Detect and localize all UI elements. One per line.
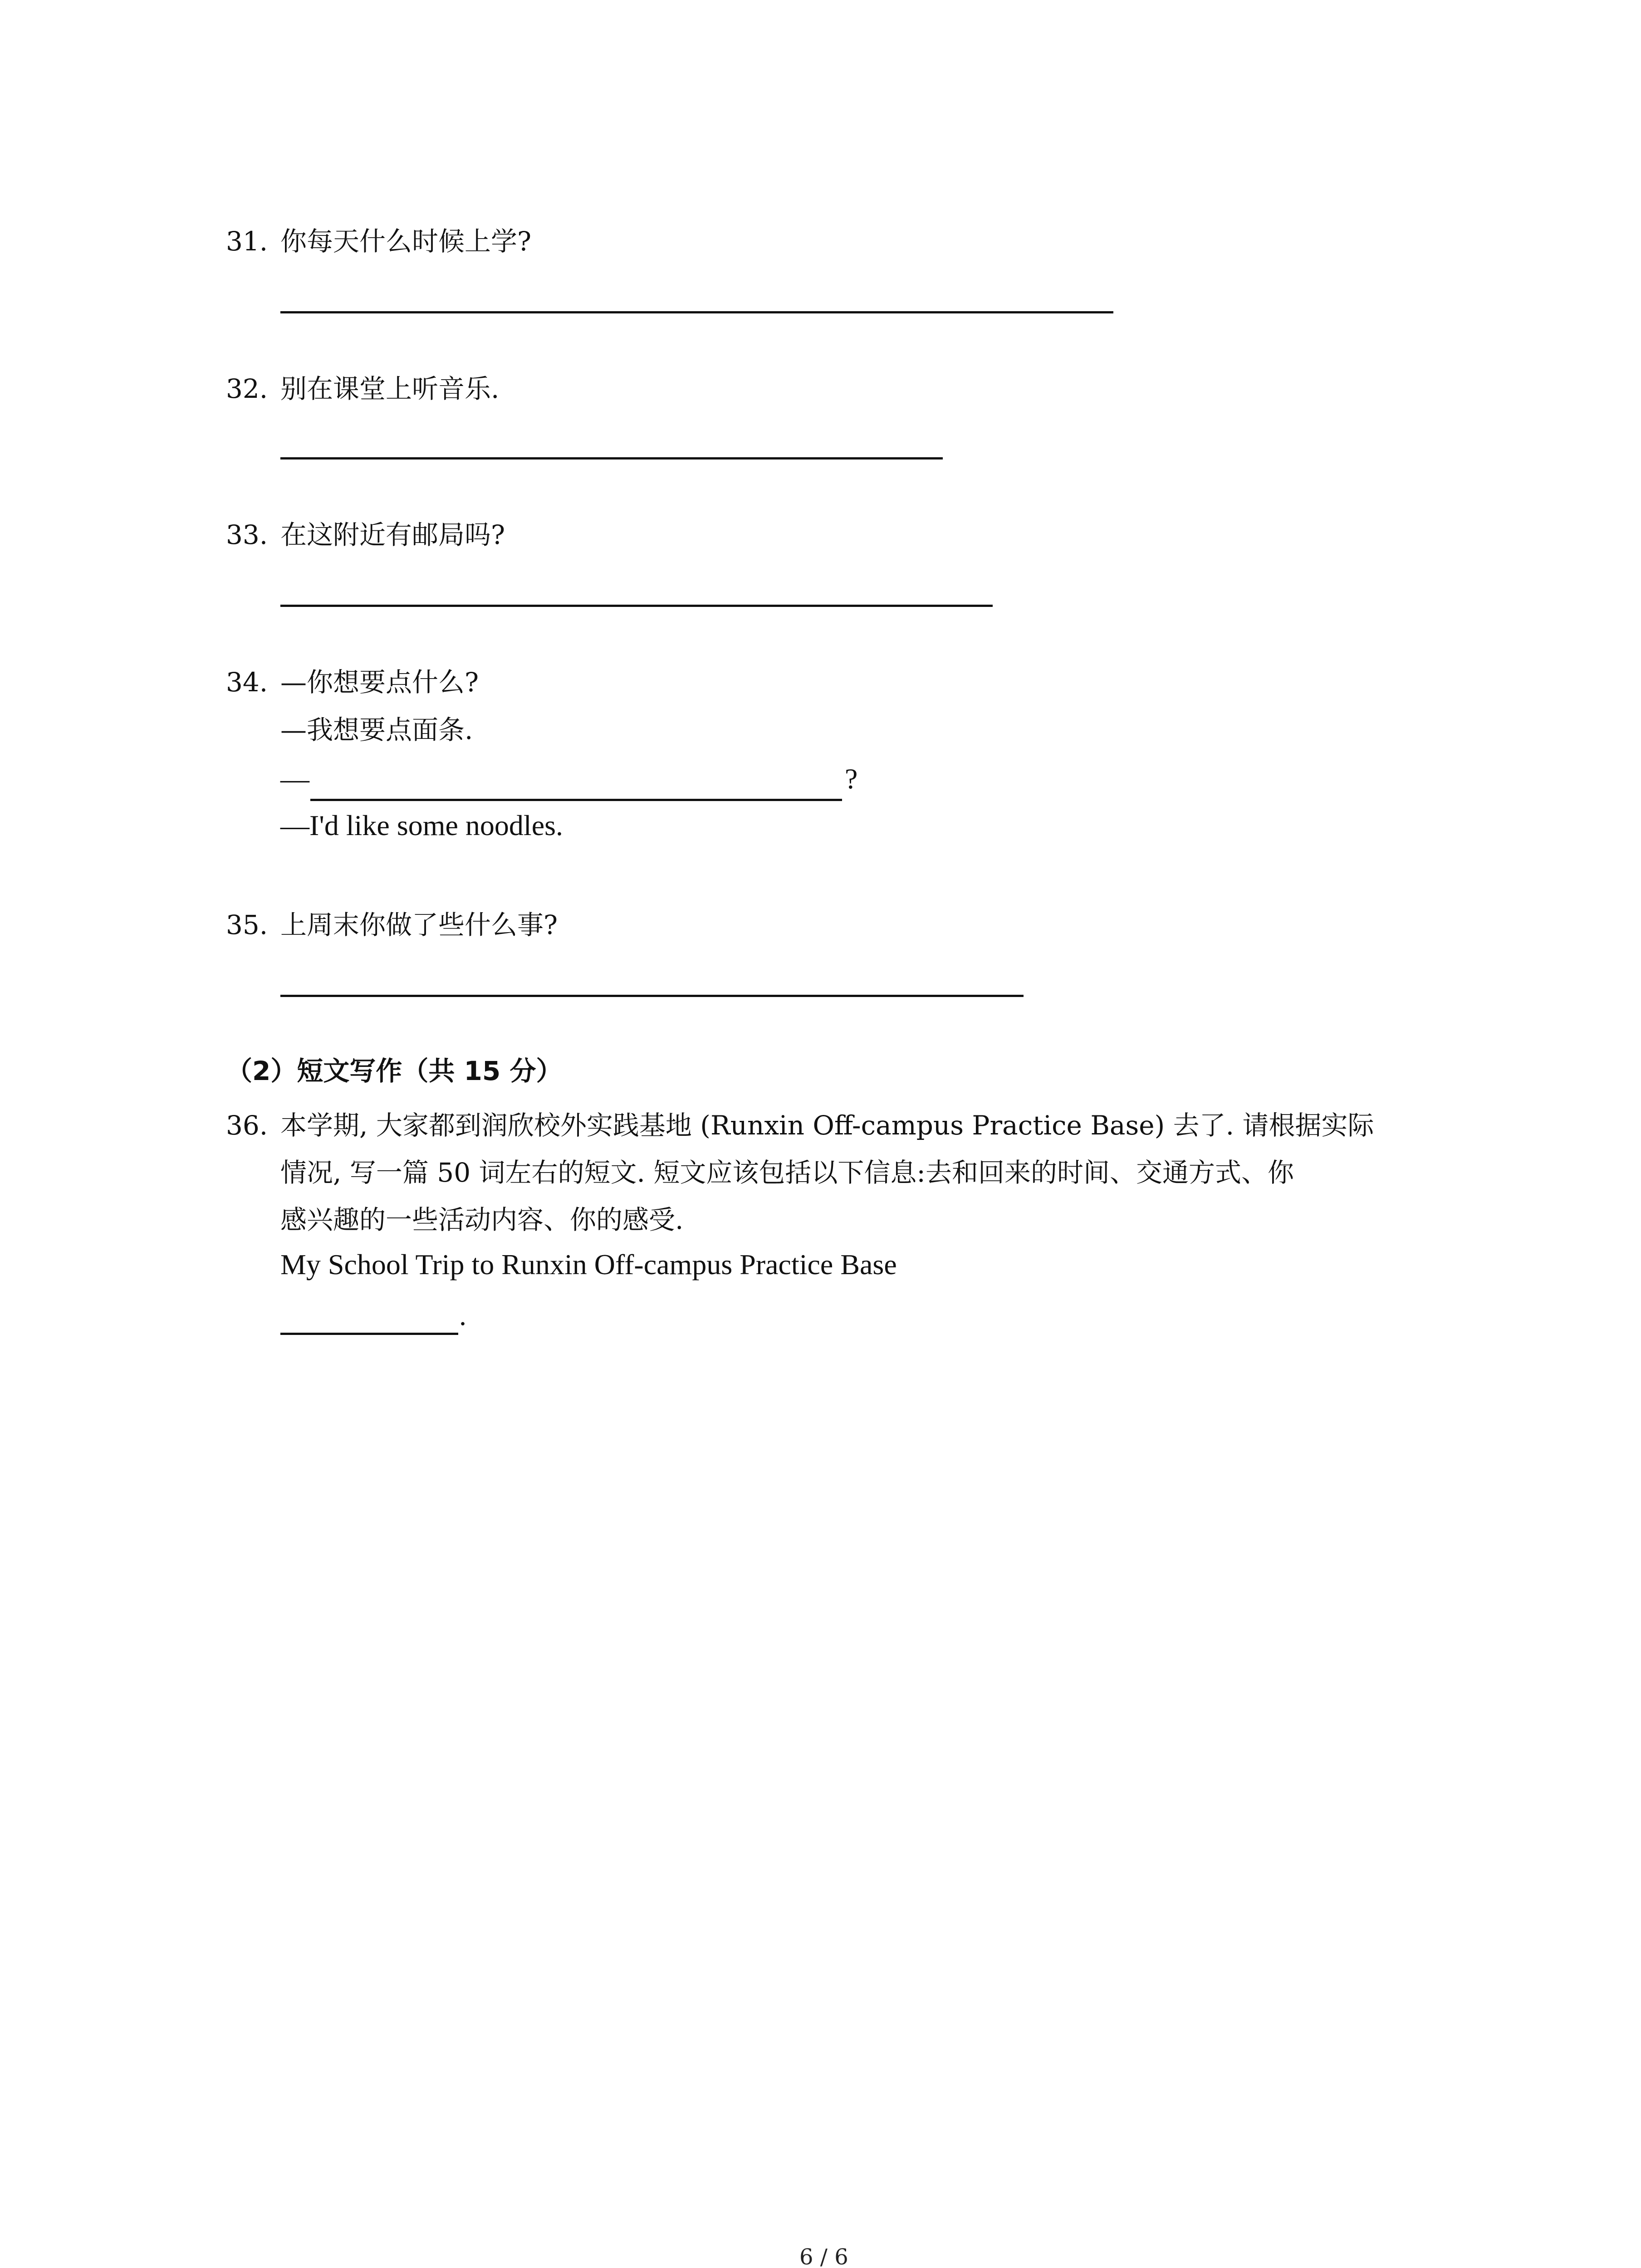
answer-blank-34[interactable] — [310, 799, 842, 801]
essay-title: My School Trip to Runxin Off-campus Practice Base — [280, 1248, 897, 1281]
dialog-question-cn: —你想要点什么? — [280, 667, 479, 698]
question-number-36: 36. — [226, 1110, 268, 1141]
answer-blank-33[interactable] — [280, 605, 993, 607]
q36-instruction-line-2: 情况, 写一篇 50 词左右的短文. 短文应该包括以下信息:去和回来的时间、交通方式、你 — [280, 1157, 1294, 1188]
question-number-31: 31. — [226, 226, 268, 257]
question-number-33: 33. — [226, 519, 268, 550]
q36-instruction-line-3: 感兴趣的一些活动内容、你的感受. — [280, 1204, 684, 1235]
question-number-35: 35. — [226, 909, 268, 940]
answer-blank-35[interactable] — [280, 995, 1024, 997]
question-number-32: 32. — [226, 373, 268, 404]
essay-trailing-period: . — [459, 1299, 466, 1331]
dialog-question-en-suffix: ? — [845, 763, 858, 795]
dialog-answer-en: —I'd like some noodles. — [280, 809, 563, 841]
question-text-35: 上周末你做了些什么事? — [280, 909, 558, 940]
dialog-answer-cn: —我想要点面条. — [280, 714, 473, 745]
q36-instruction-line-1: 本学期, 大家都到润欣校外实践基地 (Runxin Off-campus Practice Base) 去了. 请根据实际 — [280, 1110, 1374, 1141]
essay-answer-blank[interactable] — [280, 1333, 458, 1335]
question-text-32: 别在课堂上听音乐. — [280, 373, 500, 404]
section-heading: （2）短文写作（共 15 分） — [226, 1056, 563, 1086]
question-number-34: 34. — [226, 667, 268, 698]
answer-blank-31[interactable] — [280, 311, 1113, 313]
answer-blank-32[interactable] — [280, 457, 943, 459]
question-text-33: 在这附近有邮局吗? — [280, 519, 505, 550]
dialog-question-en-prefix: — — [280, 763, 309, 795]
page-number: 6 / 6 — [799, 2244, 848, 2268]
question-text-31: 你每天什么时候上学? — [280, 226, 532, 257]
